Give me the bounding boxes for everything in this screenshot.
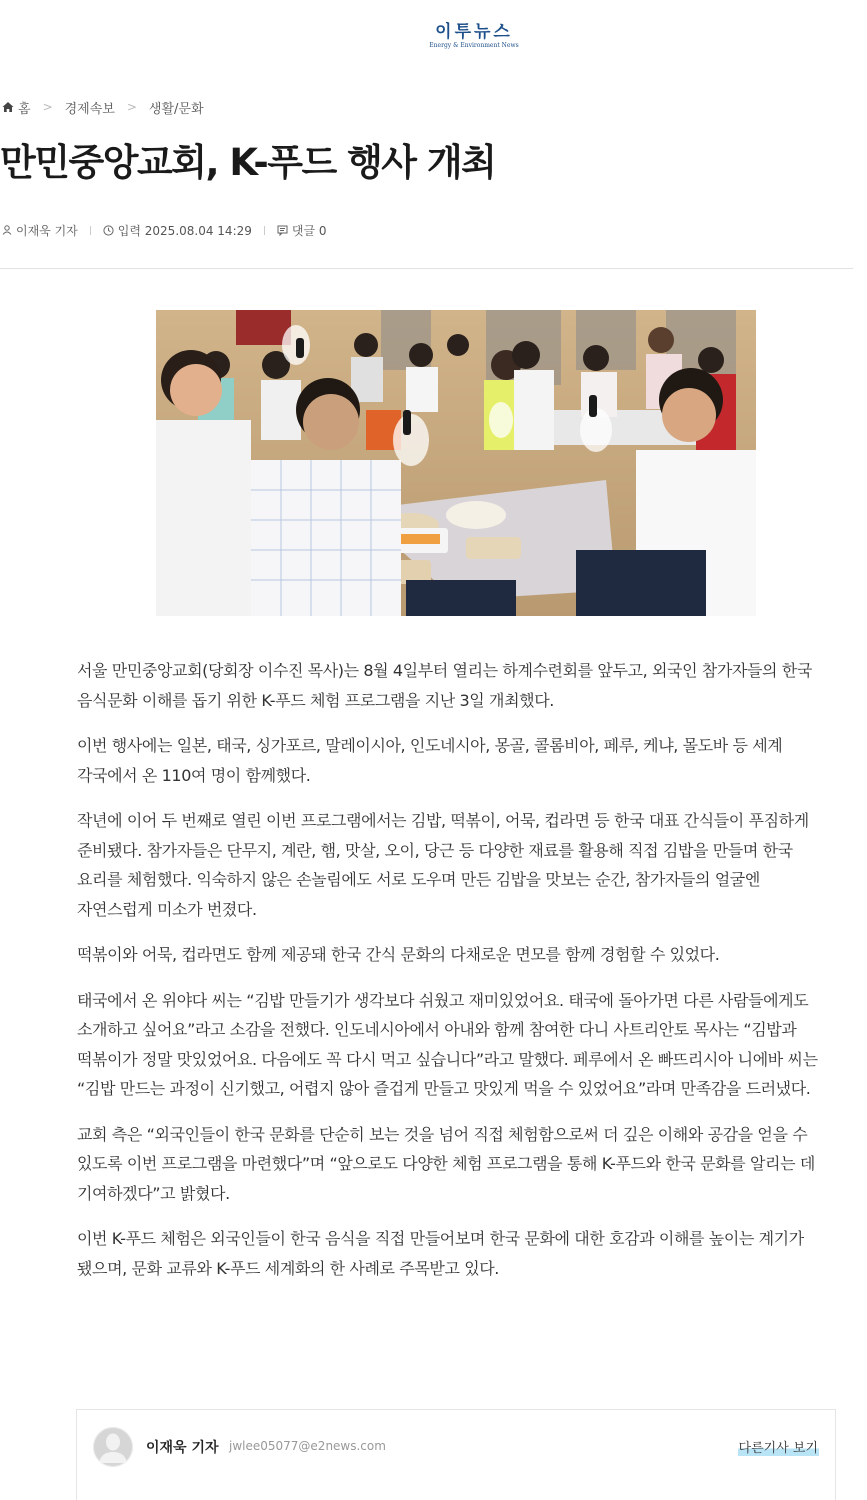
breadcrumb-home-label: 홈 xyxy=(18,101,31,117)
meta-divider xyxy=(264,226,265,235)
article-paragraph: 서울 만민중앙교회(당회장 이수진 목사)는 8월 4일부터 열리는 하계수련회를 앞두고, 외국인 참가자들의 한국 음식문화 이해를 돕기 위한 K-푸드 체험 프로그램을 지난 3일 개최했다. xyxy=(77,661,812,710)
logo-korean: 이투뉴스 xyxy=(435,22,513,42)
chevron-right-icon: > xyxy=(126,100,137,114)
clock-icon xyxy=(103,225,114,236)
comment-icon xyxy=(277,225,288,236)
meta-published-label: 입력 2025.08.04 14:29 xyxy=(117,223,252,238)
meta-comments[interactable] xyxy=(277,222,327,239)
logo-english: Energy & Environment News xyxy=(429,42,519,49)
meta-author-label: 이재욱 기자 xyxy=(16,223,78,238)
breadcrumb xyxy=(2,99,204,115)
article-paragraph: 이번 행사에는 일본, 태국, 싱가포르, 말레이시아, 인도네시아, 몽골, 콜롬비아, 페루, 케냐, 몰도바 등 세계 각국에서 온 110여 명이 함께했다. xyxy=(77,736,783,785)
breadcrumb-home[interactable] xyxy=(2,98,31,117)
avatar xyxy=(93,1427,133,1467)
chevron-right-icon: > xyxy=(42,100,53,114)
breadcrumb-economy[interactable]: 경제속보 xyxy=(64,101,115,117)
author-email[interactable]: jwlee05077@e2news.com xyxy=(229,1439,386,1453)
person-icon xyxy=(2,225,12,235)
meta-published xyxy=(103,222,252,239)
breadcrumb-life-culture[interactable]: 생활/문화 xyxy=(148,101,204,117)
article-paragraph: 작년에 이어 두 번째로 열린 이번 프로그램에서는 김밥, 떡볶이, 어묵, 컵라면 등 한국 대표 간식들이 푸짐하게 준비됐다. 참가자들은 단무지, 계란, 햄, 맛살, 오이, 당근 등 다양한 재료를 활용해 직접 김밥을 만들며 한국 요리를 체험했다. 익숙하지 않은 손놀림에도 서로 도우며 만든 김밥을 맛보는 순간, 참가자들의 얼굴엔 자연스럽게 미소가 번졌다. xyxy=(77,811,809,919)
article-paragraph: 이번 K-푸드 체험은 외국인들이 한국 음식을 직접 만들어보며 한국 문화에 대한 호감과 이해를 높이는 계기가 됐으며, 문화 교류와 K-푸드 세계화의 한 사례로 주목받고 있다. xyxy=(77,1229,804,1278)
meta-divider xyxy=(90,226,91,235)
meta-author[interactable] xyxy=(2,222,78,239)
more-articles-link[interactable]: 다른기사 보기 xyxy=(738,1437,819,1456)
home-icon xyxy=(2,101,14,113)
photo-illustration xyxy=(156,310,756,616)
article-paragraph: 떡볶이와 어묵, 컵라면도 함께 제공돼 한국 간식 문화의 다채로운 면모를 함께 경험할 수 있었다. xyxy=(77,945,720,964)
header-divider xyxy=(0,268,853,269)
article-photo xyxy=(156,310,756,616)
author-box xyxy=(76,1409,836,1500)
article-paragraph: 교회 측은 “외국인들이 한국 문화를 단순히 보는 것을 넘어 직접 체험함으로써 더 깊은 이해와 공감을 얻을 수 있도록 이번 프로그램을 마련했다”며 “앞으로도 다양한 체험 프로그램을 통해 K-푸드와 한국 문화를 알리는 데 기여하겠다”고 밝혔다. xyxy=(77,1124,815,1203)
site-logo[interactable] xyxy=(424,22,524,50)
article-paragraph: 태국에서 온 위야다 씨는 “김밥 만들기가 생각보다 쉬웠고 재미있었어요. 태국에 돌아가면 다른 사람들에게도 소개하고 싶어요”라고 소감을 전했다. 인도네시아에서 아내와 함께 참여한 다니 사트리안토 목사는 “김밥과 떡볶이가 정말 맛있었어요. 다음에도 꼭 다시 먹고 싶습니다”라고 말했다. 페루에서 온 빠뜨리시아 니에바 씨는 “김밥 만드는 과정이 신기했고, 어렵지 않아 즐겁게 만들고 맛있게 먹을 수 있었어요”라며 만족감을 드러냈다. xyxy=(77,990,818,1098)
article-body xyxy=(77,656,837,1299)
meta-comments-label: 댓글 0 xyxy=(291,223,327,238)
article-meta xyxy=(2,222,327,238)
site-header xyxy=(0,0,867,72)
article-title: 만민중앙교회, K-푸드 행사 개최 xyxy=(0,141,496,184)
user-placeholder-icon xyxy=(93,1427,133,1467)
author-name: 이재욱 기자 xyxy=(146,1440,219,1456)
